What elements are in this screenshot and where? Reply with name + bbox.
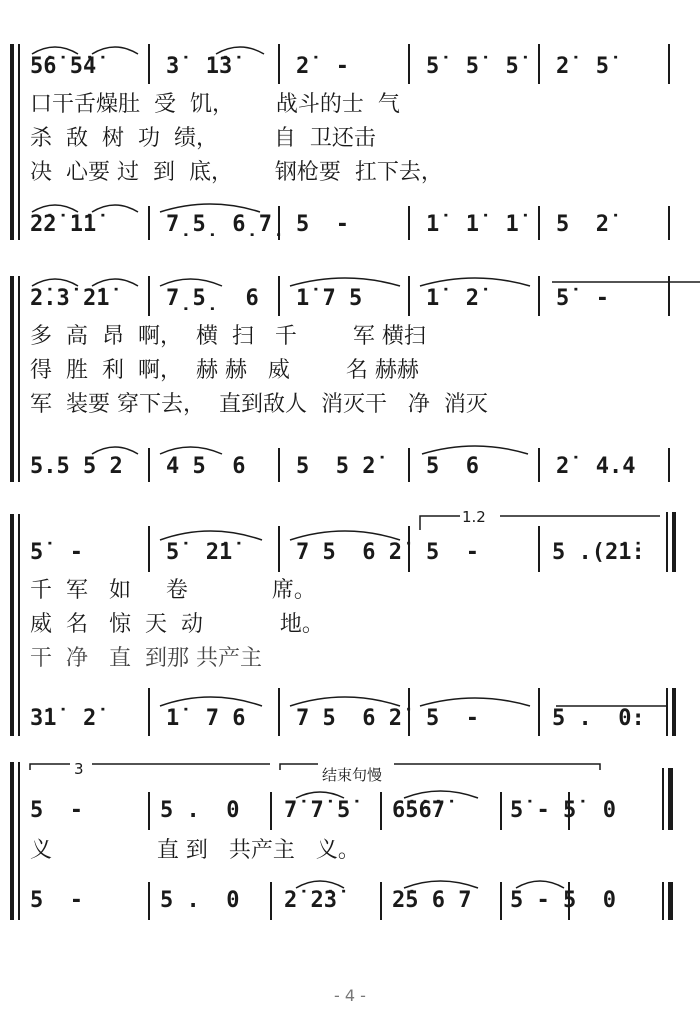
barline	[148, 882, 150, 920]
measure-notes-bottom: 5.5 5 2	[30, 454, 123, 479]
barline	[380, 792, 382, 830]
lyric-line-1: 口干舌燥肚 受 饥， 战斗的士 气	[30, 92, 400, 117]
measure-notes-bottom: 5 . 0:	[552, 706, 645, 731]
measure-notes-top: 7 5 6 2̇	[296, 540, 402, 565]
lyric-line-2: 威 名 惊 天 动 地。	[30, 612, 324, 637]
barline	[278, 44, 280, 84]
barline	[538, 44, 540, 84]
measure-notes-bottom: 2̇ 4.4	[556, 454, 636, 479]
barline	[278, 688, 280, 736]
barline	[148, 688, 150, 736]
measure-notes-bottom: 5 2̇	[556, 212, 609, 237]
lyric-line-1: 多 高 昂 啊， 横 扫 千 军 横扫	[30, 324, 426, 349]
measure-notes-top: 6̇5̇6̇7̇	[392, 798, 445, 823]
barline	[148, 526, 150, 572]
measure-notes-top: 7̣5̣ 6	[166, 286, 259, 311]
measure-notes-bottom: 4 5 6	[166, 454, 246, 479]
system-bracket	[10, 762, 14, 920]
measure-notes-top: 7̇ 7̇ 5̇	[284, 798, 351, 823]
measure-notes-top: 2̇ -	[296, 54, 349, 79]
measure-notes-top: 1̇ 7 5	[296, 286, 363, 311]
measure-notes-top: 5̇ -	[556, 286, 609, 311]
system-bracket	[10, 44, 14, 240]
barline	[538, 448, 540, 482]
barline	[270, 792, 272, 830]
lyric-line-3: 军 装要 穿下去， 直到敌人 消灭干 净 消灭	[30, 392, 488, 417]
system-bracket	[10, 276, 14, 482]
lyric-line-3: 干 净 直 到那 共产主	[30, 646, 262, 671]
measure-notes-top: 5̇ -	[30, 540, 83, 565]
measure-notes-bottom: 5 6	[426, 454, 479, 479]
barline	[380, 882, 382, 920]
measure-notes-bottom: 5 - 5 0	[510, 888, 616, 913]
measure-notes-bottom: 2̇ 2̇3̇	[284, 888, 337, 913]
measure-notes-top: 5̇6̇ 5̇4̇	[30, 54, 97, 79]
measure-notes-bottom: 5 . 0	[160, 888, 240, 913]
measure-notes-bottom: 2̇5 6 7	[392, 888, 472, 913]
volta-label: 3	[74, 760, 84, 778]
measure-notes-top: 1̇ 2̇	[426, 286, 479, 311]
page-number: - 4 -	[334, 986, 366, 1005]
final-barline	[668, 768, 673, 830]
repeat-barline	[672, 688, 676, 736]
barline	[408, 448, 410, 482]
measure-notes-bottom: 3̇1̇ 2̇	[30, 706, 97, 731]
measure-notes-top: 5̇ 2̇1̇	[166, 540, 233, 565]
measure-notes-bottom: 5 -	[426, 706, 479, 731]
barline	[538, 276, 540, 316]
measure-notes-top: 3̇ 1̇3̇	[166, 54, 233, 79]
barline	[668, 448, 670, 482]
lyric-line-3: 决 心要 过 到 底， 钢枪要 扛下去，	[30, 160, 443, 185]
barline	[278, 526, 280, 572]
barline	[148, 276, 150, 316]
barline	[18, 762, 20, 920]
lyric-line-2: 得 胜 利 啊， 赫 赫 威 名 赫赫	[30, 358, 419, 383]
barline	[668, 44, 670, 84]
repeat-barline	[666, 512, 668, 572]
barline	[18, 44, 20, 240]
barline	[538, 206, 540, 240]
barline	[668, 276, 670, 316]
barline	[148, 448, 150, 482]
barline	[18, 514, 20, 736]
barline	[270, 882, 272, 920]
barline	[408, 688, 410, 736]
measure-notes-top: 5 -	[426, 540, 479, 565]
barline	[18, 276, 20, 482]
measure-notes-top: 5 -	[30, 798, 83, 823]
volta-label: 1.2	[462, 508, 486, 526]
measure-notes-top: 5̇ 5̇ 5̇	[426, 54, 519, 79]
measure-notes-top: 5 . 0	[160, 798, 240, 823]
measure-notes-top: 2̇ 5̇	[556, 54, 609, 79]
lyric-line-1: 千 军 如 卷 席。	[30, 578, 316, 603]
measure-notes-bottom: 5 -	[30, 888, 83, 913]
barline	[668, 206, 670, 240]
tempo-marking: 结束句慢	[322, 766, 383, 784]
measure-notes-bottom: 7 5 6 2̇	[296, 706, 402, 731]
system-bracket	[10, 514, 14, 736]
barline	[500, 792, 502, 830]
measure-notes-bottom: 1̇ 7 6	[166, 706, 246, 731]
lyric-line-1: 义 直 到 共产主 义。	[30, 838, 360, 863]
barline	[538, 688, 540, 736]
final-barline	[662, 882, 664, 920]
measure-notes-bottom: 7̣5̣ 6̣7̣	[166, 212, 286, 237]
barline	[500, 882, 502, 920]
barline	[278, 448, 280, 482]
barline	[148, 792, 150, 830]
final-barline	[668, 882, 673, 920]
measure-notes-bottom: 5 -	[296, 212, 349, 237]
measure-notes-bottom: 1̇ 1̇ 1̇	[426, 212, 519, 237]
barline	[408, 44, 410, 84]
measure-notes-top: 5̇ - 5̇ 0	[510, 798, 616, 823]
barline	[148, 206, 150, 240]
measure-notes-top: 2̇.3̇ 2̇1̇	[30, 286, 110, 311]
measure-notes-bottom: 2̇2̇ 1̇1̇	[30, 212, 97, 237]
measure-notes-bottom: 5 5 2̇	[296, 454, 376, 479]
barline	[148, 44, 150, 84]
barline	[408, 206, 410, 240]
barline	[408, 276, 410, 316]
repeat-barline	[666, 688, 668, 736]
barline	[408, 526, 410, 572]
lyric-line-2: 杀 敌 树 功 绩， 自 卫还击	[30, 126, 376, 151]
barline	[278, 276, 280, 316]
barline	[538, 526, 540, 572]
repeat-barline	[672, 512, 676, 572]
final-barline	[662, 768, 664, 830]
measure-notes-top: 5 .(2̇1̇:	[552, 540, 645, 565]
